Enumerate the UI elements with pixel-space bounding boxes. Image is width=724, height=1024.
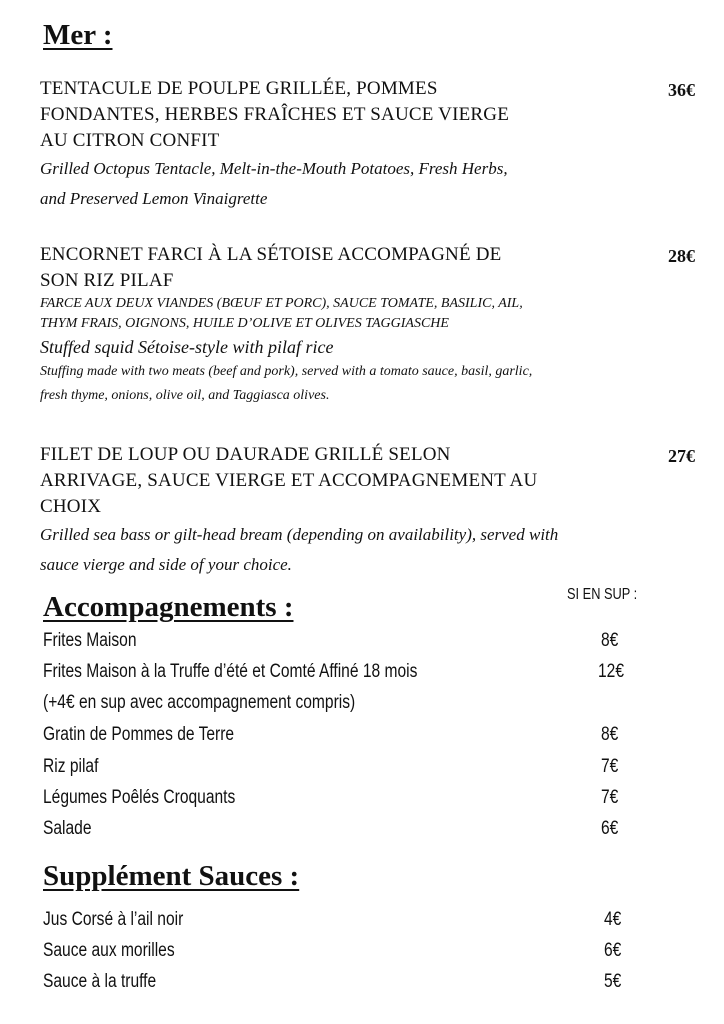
dish-poulpe [40,76,640,214]
item-price: 7€ [601,756,619,777]
item-note: (+4€ en sup avec accompagnement compris) [43,692,356,713]
list-item [43,936,643,966]
dish-detail-fr: FARCE AUX DEUX VIANDES (BŒUF ET PORC), SAUCE TOMATE, BASILIC, AIL, THYM FRAIS, OIGNONS, HUILE D’OLIVE ET OLIVES TAGGIASCHE [40,296,523,331]
list-item [43,752,643,782]
item-name: Sauce aux morilles [43,940,175,961]
item-name: Légumes Poêlés Croquants [43,787,236,808]
dish-title-fr: TENTACULE DE POULPE GRILLÉE, POMMES FONDANTES, HERBES FRAÎCHES ET SAUCE VIERGE AU CITRON CONFIT [40,78,510,151]
dish-price: 27€ [668,446,695,466]
item-price: 4€ [604,909,622,930]
dish-title-en: Stuffed squid Sétoise-style with pilaf rice [40,337,334,357]
dish-price: 28€ [668,246,695,266]
list-item [43,783,643,813]
item-price: 6€ [604,940,622,961]
list-item [43,720,643,750]
supplement-header: SI EN SUP : [567,586,638,603]
section-title-sauces: Supplément Sauces : [43,860,300,892]
section-title-accompagnements: Accompagnements : [43,591,294,623]
item-name: Jus Corsé à l’ail noir [43,909,184,930]
item-name: Sauce à la truffe [43,971,157,992]
item-price: 7€ [601,787,619,808]
dish-detail-en: Stuffing made with two meats (beef and pork), served with a tomato sauce, basil, garlic, fresh thyme, onions, olive oil, and Taggiasca olives. [40,364,533,403]
list-item [43,967,643,997]
list-item [43,905,643,935]
list-item [43,814,643,844]
item-price: 8€ [601,630,619,651]
dish-loup-daurade [40,442,640,580]
item-name: Gratin de Pommes de Terre [43,724,235,745]
dish-price: 36€ [668,80,695,100]
item-name: Riz pilaf [43,756,99,777]
item-name: Frites Maison à la Truffe d’été et Comté Affiné 18 mois [43,661,418,682]
item-name: Salade [43,818,92,839]
dish-title-fr: ENCORNET FARCI À LA SÉTOISE ACCOMPAGNÉ DE SON RIZ PILAF [40,244,502,291]
item-price: 12€ [598,661,624,682]
dish-description-en: Grilled sea bass or gilt-head bream (depending on availability), served with sauce vierge and side of your choice. [40,525,559,574]
item-price: 6€ [601,818,619,839]
section-title-mer: Mer : [43,19,113,51]
item-price: 8€ [601,724,619,745]
dish-encornet [40,242,640,408]
list-item [43,626,643,656]
list-item [43,657,643,687]
item-name: Frites Maison [43,630,137,651]
dish-description-en: Grilled Octopus Tentacle, Melt-in-the-Mouth Potatoes, Fresh Herbs, and Preserved Lemon Vinaigrette [40,159,508,208]
dish-title-fr: FILET DE LOUP OU DAURADE GRILLÉ SELON ARRIVAGE, SAUCE VIERGE ET ACCOMPAGNEMENT AU CHOIX [40,444,538,517]
item-price: 5€ [604,971,622,992]
